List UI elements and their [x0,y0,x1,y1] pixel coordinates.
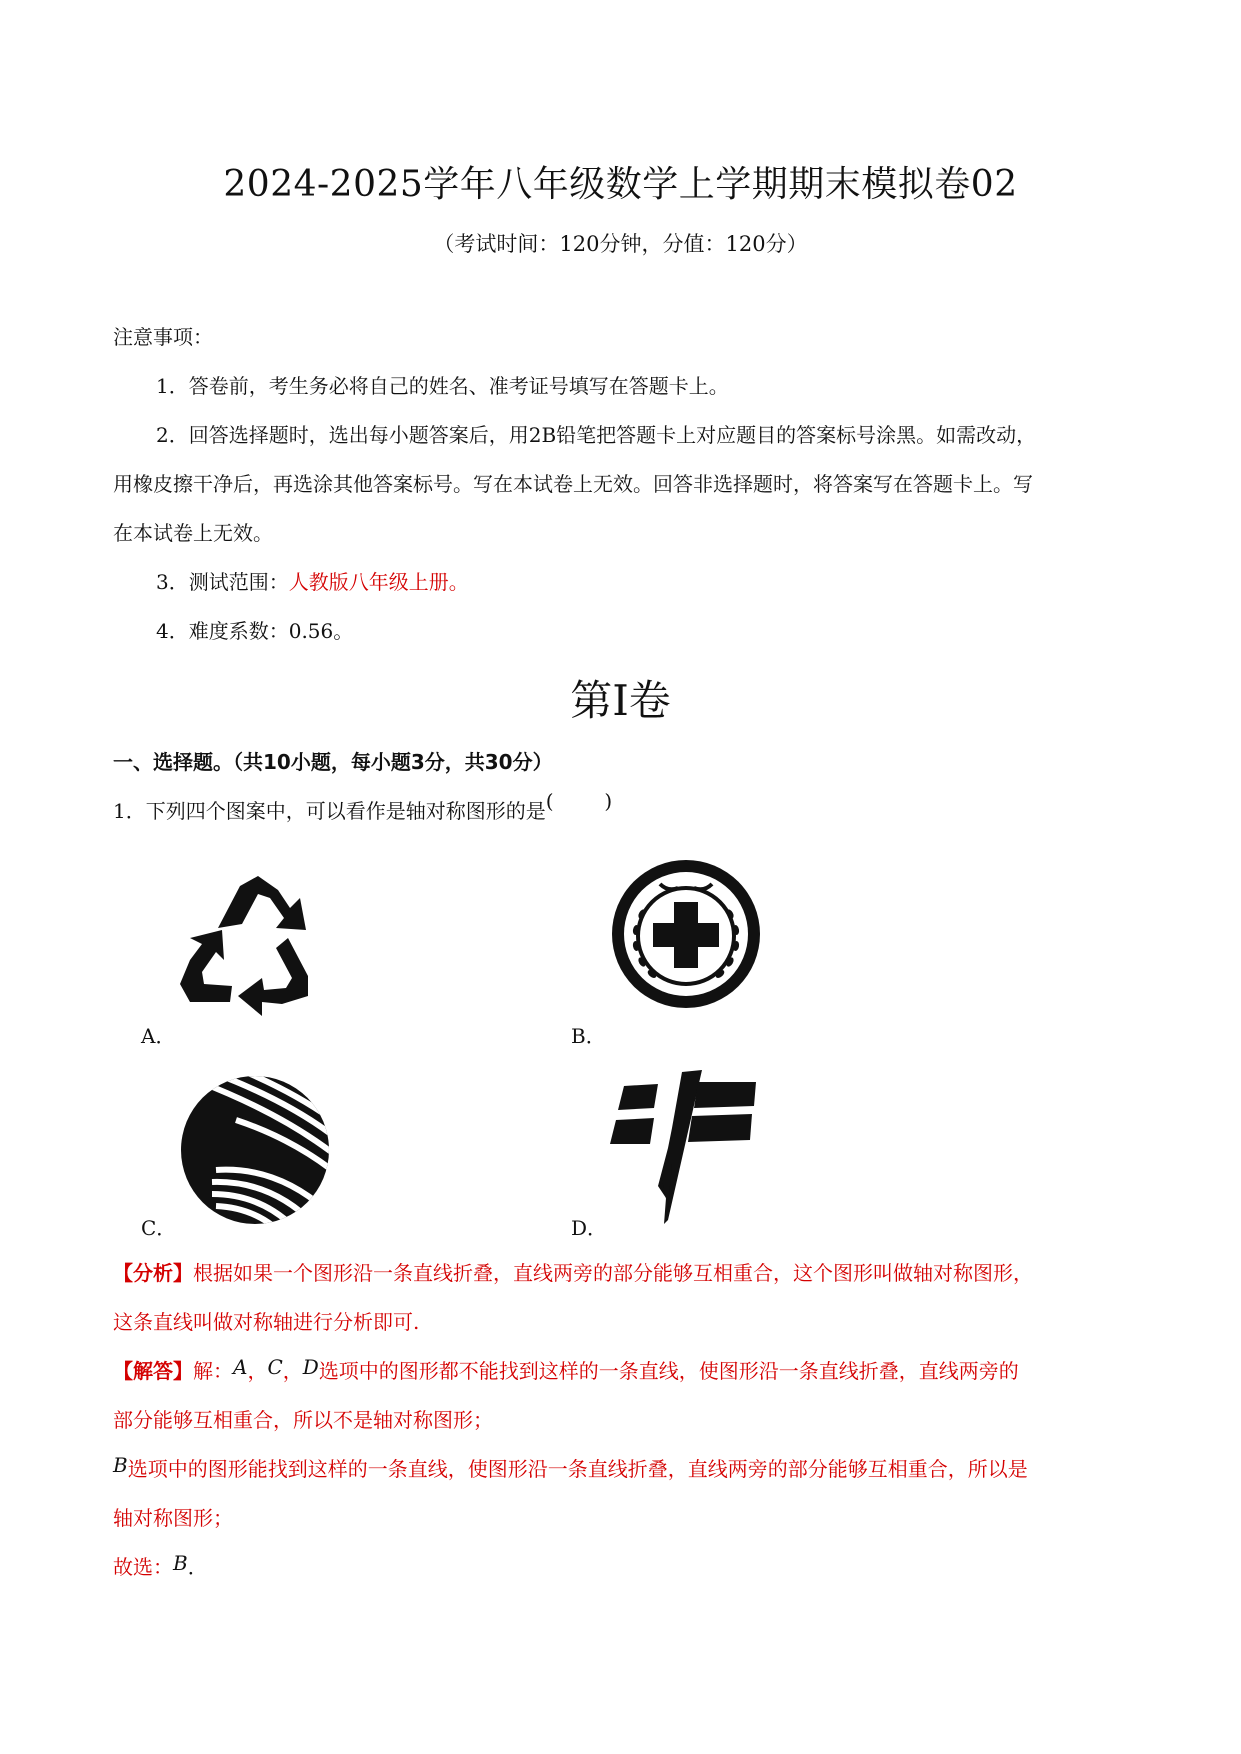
analysis-line-2: 这条直线叫做对称轴进行分析即可. [113,1310,420,1334]
analysis-text-1: 根据如果一个图形沿一条直线折叠，直线两旁的部分能够互相重合，这个图形叫做轴对称图形， [193,1261,1033,1285]
notice-item-3-prefix: 3．测试范围： [156,570,289,594]
notice-item-2-line-1: 2．回答选择题时，选出每小题答案后，用2B铅笔把答题卡上对应题目的答案标号涂黑。如需改动， [156,423,1037,447]
question-1-stem [113,789,613,823]
answer-line-3 [113,1453,1028,1481]
answer-comma-2: ， [282,1359,303,1383]
exam-info-subtitle: （考试时间：120分钟，分值：120分） [433,232,808,256]
question-1-text: 1．下列四个图案中，可以看作是轴对称图形的是 [113,799,546,823]
symbol-c: C [267,1355,283,1379]
notice-item-4: 4．难度系数：0.56。 [156,619,354,643]
symbol-b: B [113,1453,128,1477]
answer-label: 【解答】 [113,1359,193,1383]
answer-blank: ( ) [545,789,613,813]
analysis-line-1 [113,1262,1033,1284]
answer-text-1: 选项中的图形都不能找到这样的一条直线，使图形沿一条直线折叠，直线两旁的 [318,1359,1019,1383]
answer-text-3: 选项中的图形能找到这样的一条直线，使图形沿一条直线折叠，直线两旁的部分能够互相重合，所以是 [127,1457,1028,1481]
option-c-label: C． [141,1216,177,1240]
answer-line-1 [113,1355,1019,1383]
analysis-label: 【分析】 [113,1261,193,1285]
final-answer: B [173,1551,188,1575]
option-d-label: D． [571,1216,608,1240]
option-a-label: A． [141,1024,176,1048]
symbol-a: A [233,1355,248,1379]
option-b-label: B． [571,1024,606,1048]
final-answer-suffix: ． [187,1555,208,1579]
answer-prefix: 解： [193,1359,233,1383]
answer-line-4: 轴对称图形； [113,1506,233,1530]
section-title: 第Ⅰ卷 [570,676,671,725]
notice-item-3 [156,571,469,593]
test-scope: 人教版八年级上册。 [288,570,469,594]
final-answer-line [113,1551,208,1579]
page-title: 2024-2025学年八年级数学上学期期末模拟卷02 [223,164,1018,205]
answer-line-2: 部分能够互相重合，所以不是轴对称图形； [113,1408,493,1432]
symbol-d: D [302,1355,319,1379]
part-heading: 一、选择题。（共10小题，每小题3分，共30分） [113,750,553,774]
striped-circle-logo-icon [176,1070,334,1226]
notice-item-2-line-2: 用橡皮擦干净后，再选涂其他答案标号。写在本试卷上无效。回答非选择题时，将答案写在答题卡上。写 [113,472,1033,496]
recycle-symbol-icon [178,868,334,1018]
red-cross-emblem-icon [608,856,764,1012]
notice-item-1: 1．答卷前，考生务必将自己的姓名、准考证号填写在答题卡上。 [156,374,729,398]
brush-stroke-logo-icon [606,1068,766,1228]
notice-item-2-line-3: 在本试卷上无效。 [113,521,273,545]
answer-comma-1: ， [247,1359,268,1383]
final-answer-prefix: 故选： [113,1555,173,1579]
notice-heading: 注意事项： [113,325,213,349]
